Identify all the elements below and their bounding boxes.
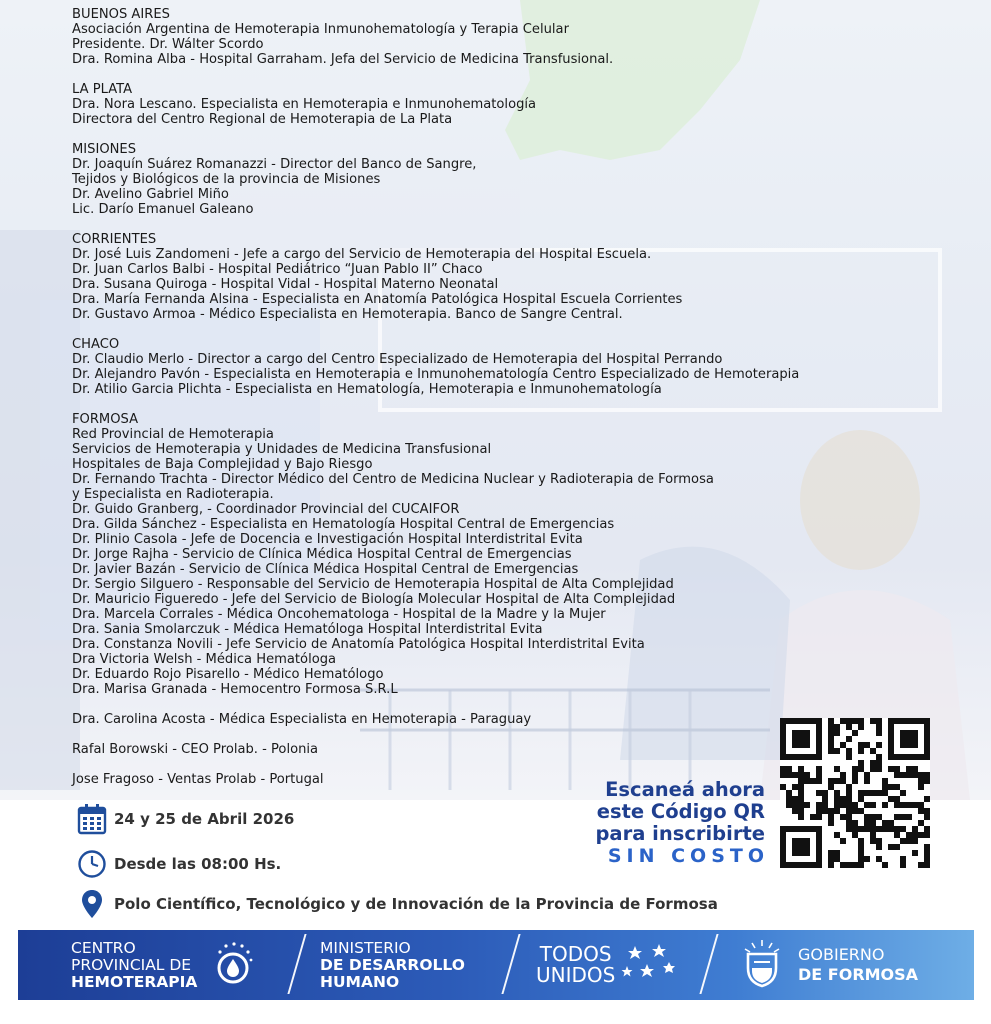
qr-module — [918, 802, 924, 808]
speaker-line: Dr. Fernando Trachta - Director Médico del Centro de Medicina Nuclear y Radioterapia de Formosa — [72, 472, 714, 487]
qr-module — [858, 748, 864, 754]
qr-module — [828, 808, 834, 814]
qr-module — [894, 832, 900, 838]
qr-module — [870, 748, 876, 754]
qr-module — [858, 718, 864, 724]
qr-module — [786, 766, 792, 772]
qr-module — [852, 862, 858, 868]
qr-module — [828, 724, 834, 730]
qr-module — [852, 772, 858, 778]
formosa-shield-icon — [740, 938, 784, 992]
qr-module — [840, 814, 846, 820]
qr-module — [846, 826, 852, 832]
qr-module — [780, 772, 786, 778]
qr-module — [780, 784, 786, 790]
qr-module — [852, 808, 858, 814]
qr-module — [900, 814, 906, 820]
qr-module — [816, 790, 822, 796]
qr-module — [822, 796, 828, 802]
qr-module — [786, 796, 792, 802]
qr-module — [870, 826, 876, 832]
qr-module — [912, 832, 918, 838]
speaker-line: Presidente. Dr. Wálter Scordo — [72, 37, 264, 52]
qr-module — [858, 742, 864, 748]
qr-module — [798, 802, 804, 808]
qr-module — [834, 748, 840, 754]
qr-module — [924, 826, 930, 832]
qr-module — [846, 784, 852, 790]
qr-module — [876, 838, 882, 844]
qr-module — [810, 814, 816, 820]
speaker-line: Dra. Romina Alba - Hospital Garraham. Jefa del Servicio de Medicina Transfusional. — [72, 52, 614, 67]
qr-module — [828, 784, 834, 790]
qr-module — [852, 730, 858, 736]
qr-module — [828, 778, 834, 784]
qr-module — [864, 802, 870, 808]
speaker-line: Asociación Argentina de Hemoterapia Inmunohematología y Terapia Celular — [72, 22, 569, 37]
qr-module — [828, 862, 834, 868]
qr-module — [828, 856, 834, 862]
qr-module — [804, 802, 810, 808]
qr-module — [876, 718, 882, 724]
qr-module — [870, 820, 876, 826]
qr-module — [846, 808, 852, 814]
section-group — [72, 337, 952, 397]
qr-module — [924, 796, 930, 802]
qr-module — [798, 808, 804, 814]
qr-module — [870, 790, 876, 796]
footer-gobierno-line-1: GOBIERNO — [798, 945, 885, 964]
blood-drop-icon — [211, 940, 257, 990]
qr-module — [918, 784, 924, 790]
qr-module — [876, 766, 882, 772]
speaker-line: Dra. Marcela Corrales - Médica Oncohematologa - Hospital de la Madre y la Mujer — [72, 607, 606, 622]
qr-module — [822, 802, 828, 808]
footer-todos-line-1: TODOS — [539, 942, 612, 966]
qr-module — [798, 814, 804, 820]
footer-ministerio-line-1: MINISTERIO — [320, 938, 411, 957]
qr-module — [828, 820, 834, 826]
speaker-line: Dr. Joaquín Suárez Romanazzi - Director del Banco de Sangre, — [72, 157, 477, 172]
qr-module — [876, 724, 882, 730]
qr-line-2: este Código QR — [596, 800, 765, 823]
qr-module — [828, 730, 834, 736]
qr-call-to-action — [590, 778, 769, 867]
qr-module — [828, 736, 834, 742]
qr-module — [828, 718, 834, 724]
qr-module — [828, 748, 834, 754]
qr-module — [924, 850, 930, 856]
speaker-line: Dr. Alejandro Pavón - Especialista en Hemoterapia e Inmunohematología Centro Especializado de Hemoterapia — [72, 367, 800, 382]
qr-module — [792, 802, 798, 808]
qr-module — [876, 844, 882, 850]
qr-module — [846, 736, 852, 742]
footer-centro-line-2: PROVINCIAL DE — [71, 955, 192, 974]
qr-module — [888, 844, 894, 850]
qr-module — [888, 766, 894, 772]
qr-module — [864, 742, 870, 748]
qr-module — [882, 826, 888, 832]
section-group — [72, 412, 952, 697]
qr-module — [798, 784, 804, 790]
section-group — [72, 142, 952, 217]
qr-module — [924, 862, 930, 868]
footer-ministerio-line-3: HUMANO — [320, 972, 400, 991]
qr-module — [858, 796, 864, 802]
section-heading: FORMOSA — [72, 412, 139, 427]
qr-module — [870, 802, 876, 808]
qr-module — [816, 808, 822, 814]
footer-centro-line-1: CENTRO — [71, 938, 136, 957]
location-pin-icon — [76, 888, 108, 920]
speaker-line: Servicios de Hemoterapia y Unidades de Medicina Transfusional — [72, 442, 492, 457]
qr-module — [792, 784, 798, 790]
qr-module — [888, 784, 894, 790]
qr-module — [852, 802, 858, 808]
qr-module — [822, 790, 828, 796]
event-venue-row — [76, 888, 718, 920]
qr-module — [876, 754, 882, 760]
qr-module — [858, 790, 864, 796]
qr-module — [894, 784, 900, 790]
qr-module — [906, 802, 912, 808]
section-heading: CORRIENTES — [72, 232, 157, 247]
qr-module — [900, 772, 906, 778]
qr-module — [828, 850, 834, 856]
qr-module — [894, 772, 900, 778]
qr-line-3: para inscribirte — [595, 822, 765, 845]
qr-module — [858, 826, 864, 832]
qr-module — [816, 802, 822, 808]
qr-module — [810, 778, 816, 784]
qr-module — [924, 778, 930, 784]
qr-module — [780, 766, 786, 772]
qr-module — [786, 802, 792, 808]
qr-module — [900, 826, 906, 832]
qr-module — [876, 814, 882, 820]
qr-module — [798, 778, 804, 784]
qr-module — [852, 832, 858, 838]
international-speaker: Jose Fragoso - Ventas Prolab - Portugal — [72, 772, 324, 787]
speaker-line: Dr. Atilio Garcia Plichta - Especialista en Hematología, Hemoterapia e Inmunohematología — [72, 382, 662, 397]
qr-module — [870, 718, 876, 724]
qr-module — [906, 838, 912, 844]
qr-module — [858, 808, 864, 814]
qr-module — [834, 802, 840, 808]
qr-module — [834, 766, 840, 772]
qr-module — [840, 742, 846, 748]
speaker-line: Hospitales de Baja Complejidad y Bajo Riesgo — [72, 457, 373, 472]
qr-module — [864, 826, 870, 832]
qr-module — [840, 778, 846, 784]
qr-module — [834, 796, 840, 802]
qr-module — [828, 814, 834, 820]
speaker-line: Dr. Javier Bazán - Servicio de Clínica Médica Hospital Central de Emergencias — [72, 562, 579, 577]
qr-module — [918, 778, 924, 784]
speakers-list — [72, 7, 952, 802]
qr-module — [834, 730, 840, 736]
speaker-line: Directora del Centro Regional de Hemoterapia de La Plata — [72, 112, 453, 127]
qr-module — [792, 772, 798, 778]
qr-module — [882, 778, 888, 784]
qr-module — [864, 814, 870, 820]
qr-module — [858, 862, 864, 868]
qr-module — [828, 742, 834, 748]
speaker-line: Dr. Eduardo Rojo Pisarello - Médico Hematólogo — [72, 667, 384, 682]
qr-module — [882, 802, 888, 808]
qr-module — [786, 790, 792, 796]
qr-module — [798, 772, 804, 778]
qr-module — [846, 790, 852, 796]
qr-module — [876, 742, 882, 748]
speaker-line: Dra. Gilda Sánchez - Especialista en Hematología Hospital Central de Emergencias — [72, 517, 615, 532]
qr-module — [846, 724, 852, 730]
event-date-row — [76, 803, 294, 835]
speaker-line: Dr. Guido Granberg, - Coordinador Provincial del CUCAIFOR — [72, 502, 460, 517]
qr-module — [834, 832, 840, 838]
section-group — [72, 7, 952, 67]
qr-module — [888, 796, 894, 802]
qr-module — [798, 796, 804, 802]
international-speaker: Dra. Carolina Acosta - Médica Especialista en Hemoterapia - Paraguay — [72, 712, 532, 727]
qr-module — [846, 718, 852, 724]
international-speaker: Rafal Borowski - CEO Prolab. - Polonia — [72, 742, 319, 757]
qr-module — [852, 826, 858, 832]
qr-module — [816, 772, 822, 778]
qr-module — [882, 820, 888, 826]
footer-ministerio-line-2: DE DESARROLLO — [320, 955, 465, 974]
qr-module — [912, 772, 918, 778]
event-date: 24 y 25 de Abril 2026 — [114, 810, 295, 828]
qr-module — [906, 814, 912, 820]
qr-module — [822, 808, 828, 814]
qr-module — [918, 862, 924, 868]
qr-module — [840, 796, 846, 802]
qr-module — [900, 862, 906, 868]
qr-module — [858, 850, 864, 856]
qr-module — [864, 856, 870, 862]
qr-module — [906, 766, 912, 772]
qr-module — [786, 772, 792, 778]
qr-module — [798, 766, 804, 772]
section-group — [72, 232, 952, 322]
speaker-line: Dra. Sania Smolarczuk - Médica Hematóloga Hospital Interdistrital Evita — [72, 622, 543, 637]
qr-module — [864, 778, 870, 784]
footer-separator — [699, 934, 718, 994]
qr-module — [900, 790, 906, 796]
qr-module — [798, 790, 804, 796]
section-heading: MISIONES — [72, 142, 137, 157]
qr-module — [900, 838, 906, 844]
qr-module — [918, 808, 924, 814]
qr-module — [846, 748, 852, 754]
qr-module — [804, 778, 810, 784]
section-group — [72, 82, 952, 127]
qr-module — [870, 832, 876, 838]
qr-module — [924, 856, 930, 862]
footer-bar — [18, 930, 974, 1000]
qr-module — [882, 784, 888, 790]
qr-module — [840, 718, 846, 724]
qr-module — [834, 808, 840, 814]
qr-module — [924, 772, 930, 778]
qr-module — [924, 808, 930, 814]
speaker-line: Dr. Claudio Merlo - Director a cargo del Centro Especializado de Hemoterapia del Hospital Perrando — [72, 352, 723, 367]
qr-module — [852, 718, 858, 724]
qr-module — [846, 754, 852, 760]
qr-module — [900, 856, 906, 862]
qr-module — [894, 814, 900, 820]
qr-module — [840, 838, 846, 844]
speaker-line: Dr. Mauricio Figueredo - Jefe del Servicio de Biología Molecular Hospital de Alta Complejidad — [72, 592, 676, 607]
speaker-line: Red Provincial de Hemoterapia — [72, 427, 274, 442]
qr-module — [894, 826, 900, 832]
qr-module — [846, 862, 852, 868]
qr-module — [834, 778, 840, 784]
qr-module — [804, 772, 810, 778]
speaker-line: Dr. José Luis Zandomeni - Jefe a cargo del Servicio de Hemoterapia del Hospital Escuela. — [72, 247, 652, 262]
qr-module — [912, 838, 918, 844]
qr-module — [834, 850, 840, 856]
footer-ministerio — [320, 930, 465, 1000]
qr-module — [882, 862, 888, 868]
speaker-line: Dra. Constanza Novili - Jefe Servicio de Anatomía Patológica Hospital Interdistrital Evita — [72, 637, 645, 652]
qr-module — [924, 832, 930, 838]
qr-module — [852, 778, 858, 784]
qr-module — [834, 856, 840, 862]
speaker-line: Dra Victoria Welsh - Médica Hematóloga — [72, 652, 337, 667]
qr-module — [816, 814, 822, 820]
speaker-line: Dr. Juan Carlos Balbi - Hospital Pediátrico “Juan Pablo II” Chaco — [72, 262, 483, 277]
footer-todos-line-2: UNIDOS — [536, 963, 616, 987]
qr-module — [858, 766, 864, 772]
qr-module — [876, 760, 882, 766]
qr-line-4: SIN COSTO — [607, 845, 769, 867]
qr-module — [888, 826, 894, 832]
qr-module — [852, 820, 858, 826]
qr-module — [846, 814, 852, 820]
footer-separator — [287, 934, 306, 994]
speaker-line: Dra. Nora Lescano. Especialista en Hemoterapia e Inmunohematología — [72, 97, 537, 112]
qr-module — [792, 808, 798, 814]
event-time: Desde las 08:00 Hs. — [114, 855, 282, 873]
qr-module — [816, 766, 822, 772]
qr-module — [882, 790, 888, 796]
qr-module — [894, 796, 900, 802]
qr-module — [876, 856, 882, 862]
qr-module — [834, 724, 840, 730]
speaker-line: Tejidos y Biológicos de la provincia de Misiones — [72, 172, 381, 187]
qr-module — [858, 760, 864, 766]
qr-module — [918, 832, 924, 838]
speaker-line: Dr. Jorge Rajha - Servicio de Clínica Médica Hospital Central de Emergencias — [72, 547, 572, 562]
section-heading: LA PLATA — [72, 82, 133, 97]
qr-module — [792, 796, 798, 802]
qr-module — [906, 832, 912, 838]
qr-module — [858, 856, 864, 862]
calendar-icon — [76, 803, 108, 835]
footer-centro-line-3: HEMOTERAPIA — [71, 972, 198, 991]
speaker-line: Dr. Plinio Casola - Jefe de Docencia e Investigación Hospital Interdistrital Evita — [72, 532, 583, 547]
qr-module — [846, 796, 852, 802]
qr-module — [840, 802, 846, 808]
speaker-line: Dr. Avelino Gabriel Miño — [72, 187, 229, 202]
footer-todos-unidos — [536, 930, 677, 1000]
footer-gobierno-line-2: DE FORMOSA — [798, 965, 919, 984]
qr-module — [858, 838, 864, 844]
qr-module — [840, 862, 846, 868]
qr-module — [912, 802, 918, 808]
qr-module — [846, 820, 852, 826]
qr-module — [894, 766, 900, 772]
speaker-line: Dra. Marisa Granada - Hemocentro Formosa S.R.L — [72, 682, 398, 697]
qr-module — [924, 844, 930, 850]
footer-centro — [71, 930, 257, 1000]
speaker-line: Dra. María Fernanda Alsina - Especialista en Anatomía Patológica Hospital Escuela Corrientes — [72, 292, 683, 307]
qr-module — [852, 766, 858, 772]
stars-icon — [621, 940, 677, 990]
qr-line-1: Escaneá ahora — [605, 778, 765, 801]
qr-module — [876, 826, 882, 832]
qr-module — [912, 850, 918, 856]
speaker-line: y Especialista en Radioterapia. — [72, 487, 274, 502]
footer-gobierno — [740, 930, 918, 1000]
event-venue: Polo Científico, Tecnológico y de Innovación de la Provincia de Formosa — [114, 895, 718, 913]
qr-module — [912, 766, 918, 772]
qr-module — [918, 772, 924, 778]
qr-module — [864, 772, 870, 778]
event-time-row — [76, 848, 281, 880]
qr-module — [876, 790, 882, 796]
speaker-line: Lic. Darío Emanuel Galeano — [72, 202, 254, 217]
qr-module — [870, 838, 876, 844]
qr-module — [846, 802, 852, 808]
qr-module — [876, 730, 882, 736]
qr-module — [924, 814, 930, 820]
qr-module — [864, 790, 870, 796]
qr-module — [816, 778, 822, 784]
section-heading: CHACO — [72, 337, 120, 352]
registration-qr-code[interactable] — [780, 718, 930, 868]
qr-module — [894, 844, 900, 850]
clock-icon — [76, 848, 108, 880]
qr-module — [900, 802, 906, 808]
qr-module — [870, 760, 876, 766]
section-heading: BUENOS AIRES — [72, 7, 170, 22]
qr-module — [870, 766, 876, 772]
speaker-line: Dr. Gustavo Armoa - Médico Especialista en Hemoterapia. Banco de Sangre Central. — [72, 307, 623, 322]
qr-module — [888, 820, 894, 826]
qr-module — [894, 802, 900, 808]
qr-module — [834, 790, 840, 796]
speaker-line: Dra. Susana Quiroga - Hospital Vidal - Hospital Materno Neonatal — [72, 277, 499, 292]
qr-module — [906, 772, 912, 778]
footer-separator — [501, 934, 520, 994]
qr-module — [840, 772, 846, 778]
speaker-line: Dr. Sergio Silguero - Responsable del Servicio de Hemoterapia Hospital de Alta Complejidad — [72, 577, 674, 592]
qr-module — [864, 820, 870, 826]
qr-module — [912, 826, 918, 832]
qr-module — [870, 814, 876, 820]
qr-module — [858, 844, 864, 850]
qr-module — [858, 724, 864, 730]
qr-module — [918, 820, 924, 826]
